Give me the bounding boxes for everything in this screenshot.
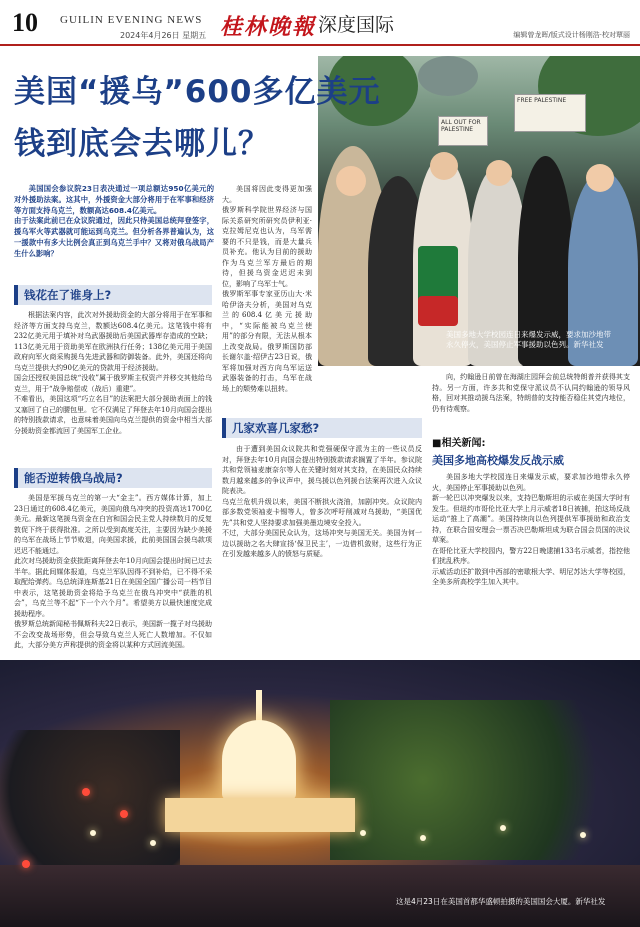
section-title: 深度国际 xyxy=(318,14,395,36)
paper-name-english: GUILIN EVENING NEWS xyxy=(60,14,203,26)
related-news-label: ■相关新闻: xyxy=(432,438,486,449)
bottom-photo-caption: 这是4月23日在美国首都华盛顿拍摄的美国国会大厦。新华社发 xyxy=(396,897,606,906)
right-column-text: 向，约翰逊日前曾在海湖庄园拜会前总统特朗普并获得其支持。另一方面，许多共和党保守派议员不认同约翰逊的领导风格，回对其推动援乌法案，特朗普的支持能否稳住其党内地位，仍有待观察。 xyxy=(432,373,630,413)
newspaper-logo: 桂林晚報 xyxy=(220,14,317,40)
protest-sign: FREE PALESTINE xyxy=(514,94,586,132)
page-number: 10 xyxy=(12,8,38,37)
subhead-2: 能否逆转俄乌战局? xyxy=(14,468,212,488)
subhead-1: 钱花在了谁身上? xyxy=(14,285,212,305)
headline-line-2: 钱到底会去哪儿？ xyxy=(14,126,270,162)
headline xyxy=(14,66,474,170)
editor-credits: 编辑曾龙晖/版式设计杨刚浩·校对覃丽 xyxy=(513,31,630,39)
top-photo-caption: 美国多地大学校园连日来爆发示威，要求加沙地带永久停火，美国停止军事援助以色列。新华社发 xyxy=(446,330,611,349)
lead-paragraph: 美国国会参议院23日表决通过一项总额达950亿美元的对外援助法案。这其中，外援资金大部分将用于在军事和经济等方面支持乌克兰，数额高达608.4亿美元。 由于法案此前已在众议院通过，因此只待美国总统拜登签字，援乌军火等武器就可能运到乌克兰。但分析各界普遍认为，这一援款中有多大比例会真正到乌克兰手中？又将对俄乌战局产生什么影响？ xyxy=(14,184,214,258)
capitol-photo xyxy=(0,660,640,927)
middle-column-text: 美国将因此变得更加强大。 俄罗斯科学院世界经济与国际关系研究所研究员伊利亚·克拉姆尼克也认为，乌军需要的不只是钱，而是大量兵员补充。他认为目前的援助作为乌克兰军方最后的期待，但援乌资金迟迟未到位，影响了乌军士气。 俄罗斯军事专家亚历山大·米哈伊洛夫分析，美国对乌克兰的608.4亿美元援助中，“实际能被乌克兰使用”的部分有限，无法从根本上改变战局。俄罗斯国防部长谢尔盖·绍伊古23日说，俄军将加强对西方向乌军运送武器装备的打击，乌军在战场上的颓势难以扭转。 xyxy=(222,185,312,393)
related-news-body: 美国多地大学校园连日来爆发示威，要求加沙地带永久停火，美国停止军事援助以色列。 新一轮巴以冲突爆发以来，支持巴勒斯坦的示威在美国大学时有发生。但纽约市哥伦比亚大学上月示威者18日被捕，拍这场反战运动“推上了高潮”。美国持续向以色列提供军事援助和政治支持，在联合国安理会一票否决巴勒斯坦成为联合国会员国的决议草案。 在哥伦比亚大学校园内，警方22日晚逮捕133名示威者，指控他们扰乱秩序。 示威活动还扩散到中西部的密歇根大学、明尼苏达大学等校园，全美多所高校学生加入其中。 xyxy=(432,473,630,586)
section-1-body: 根据法案内容，此次对外援助资金的大部分将用于在军事和经济等方面支持乌克兰，数额达608.4亿美元。这笔钱中将有232亿美元用于填补对乌武器援助后美国武器库存造成的空缺；113亿美元用于资助美军在欧洲执行任务；138亿美元用于美国政府向军火商采购援乌先进武器和防御装备。此外，美国还将向乌克兰提供大约90亿美元的贷款用于经济援助。 国会还授权美国总统“没收”属于俄罗斯主权资产并移交其他给乌克兰，用于“战争赔偿或（战后）重建”。 不难看出，美国这项“巧立名目”的法案把大部分援助表面上的钱又塞回了自己的腰包里。它不仅满足了拜登去年10月向国会提出的特别拨款请求，也意味着美国向乌克兰提供的资金中相当大部分援助资金都流回了美国军工企业。 xyxy=(14,311,212,435)
headline-line-1: 美国“援乌”600多亿美元 xyxy=(14,74,381,110)
protest-sign: ALL OUT FOR PALESTINE xyxy=(438,116,488,146)
masthead xyxy=(0,0,640,46)
subhead-3: 几家欢喜几家愁? xyxy=(222,418,422,438)
section-3-body: 由于遭到美国众议院共和党强硬保守派为主的一些议员反对，拜登去年10月向国会提出特别拨款请求搁置了半年。参议院共和党领袖麦康奈尔等人在关键时刻对其支持，在美国民众持续数月越来越多的争议声中，援乌援以色列援台法案再次进入众议院表决。 乌克兰危机升级以来，美国不断拱火浇油，加剧冲突。众议院内部多数党领袖麦卡锡等人，曾多次呼吁削减对乌援助，“美国优先”共和党人坚持要求加强美墨边境安全投入。 不过，大部分美国民众认为，这场冲突与美国无关。美国为何一边以援助之名大肆宣扬‘保卫民主’，一边借机敛财，这些行为正在引发越来越多人的愤怒与质疑。 xyxy=(222,445,422,558)
section-2-body: 美国是军援乌克兰的第一大“金主”。西方媒体计算，加上23日通过的608.4亿美元，美国向俄乌冲突的投资高达1700亿美元。最新这笔援乌资金在白宫和国会民主党人持续数月的反复敦促下终于获得批准。之所以受到高度关注，主要因为缺少美援的乌军在战场上节节败退，向美国求援，此前美国国会援乌款项迟迟不能通过。 此次对乌援助资金获批距离拜登去年10月向国会提出时间已过去半年。据此间媒体报道，乌克兰军队因得不到补给，已不得不采取配给弹药。乌总统泽连斯基21日在美国全国广播公司一档节目中表示，这笔援助资金将给予乌克兰在俄乌冲突中“获胜的机会”，乌克兰等不起“下一个六个月”。希望美方以最快速度完成援助程序。 俄罗斯总统新闻秘书佩斯科夫22日表示，美国新一揽子对乌援助不会改变战场形势，但会导致乌克兰人死亡人数增加。不仅如此，大部分美方声称提供的资金将以某种方式回流美国。 xyxy=(14,494,212,649)
issue-date: 2024年4月26日 星期五 xyxy=(120,31,207,40)
related-news-title: 美国多地高校爆发反战示威 xyxy=(432,454,564,467)
